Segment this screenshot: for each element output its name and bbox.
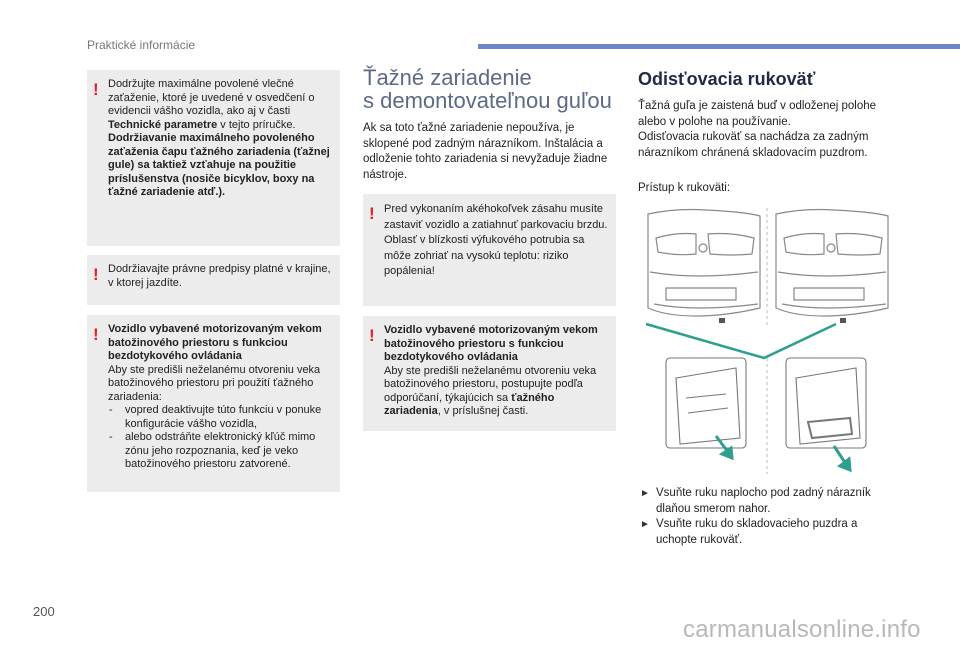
warning-box-legislation <box>87 255 340 305</box>
warning-icon: ! <box>369 326 375 345</box>
warning-icon: ! <box>93 80 99 99</box>
steps-list <box>638 486 900 548</box>
triangle-right-icon: ► <box>640 488 650 499</box>
warning-text: Pred vykonaním akéhokoľvek zásahu musíte zastaviť vozidlo a zatiahnuť parkovaciu brzdu. Oblasť v blízkosti výfukového potrubia sa môže zohriať na vysokú teplotu: riziko popálenia! <box>384 203 608 277</box>
page-number: 200 <box>33 604 55 619</box>
release-handle-illustration <box>636 208 898 474</box>
warning-icon: ! <box>93 265 99 284</box>
step-item: ► Vsuňte ruku do skladovacieho puzdra a uchopte rukoväť. <box>640 518 858 546</box>
warning-text: Aby ste predišli neželanému otvoreniu veka batožinového priestoru pri použití ťažného zariadenia: <box>108 363 321 403</box>
warning-box-parking <box>363 194 616 306</box>
header-bar <box>478 44 960 49</box>
section-title-line2: s demontovateľnou guľou <box>363 88 612 113</box>
access-label: Prístup k rukoväti: <box>638 182 731 194</box>
warning-heading: Vozidlo vybavené motorizovaným vekom batožinového priestoru s funkciou bezdotykového ovládania <box>384 324 598 363</box>
warning-list <box>108 404 334 472</box>
section-title <box>363 66 623 112</box>
header-label: Praktické informácie <box>87 38 196 52</box>
warning-text: Dodržujte maximálne povolené vlečné zaťaženie, ktoré je uvedené v osvedčení o evidencii vášho vozidla, ako aj v časti Technické parametre v tejto príručke. Dodržiavanie maximálneho povoleného zaťaženia čapu ťažného zariadenia (ťažnej gule) sa taktiež vzťahuje na použitie príslušenstva (nosiče bicyklov, boxy na ťažné zariadenie atď.). <box>108 78 330 198</box>
section-intro: Ak sa toto ťažné zariadenie nepoužíva, je sklopené pod zadným nárazníkom. Inštalácia a odloženie tohto zariadenia si nevyžaduje žiadne nástroje. <box>363 122 608 181</box>
list-item: - vopred deaktivujte túto funkciu v ponuke konfigurácie vášho vozidla, <box>108 404 334 431</box>
warning-box-hands-free-tailgate <box>87 315 340 492</box>
handle-title: Odisťovacia rukoväť <box>638 69 816 89</box>
step-item: ► Vsuňte ruku naplocho pod zadný nárazník dlaňou smerom nahor. <box>640 487 871 515</box>
warning-heading: Vozidlo vybavené motorizovaným vekom batožinového priestoru s funkciou bezdotykového ovládania <box>108 323 322 362</box>
warning-icon: ! <box>93 325 99 344</box>
section-title-line1: Ťažné zariadenie <box>363 65 532 90</box>
hand-detail-left <box>666 358 746 448</box>
triangle-right-icon: ► <box>640 519 650 530</box>
hand-detail-right <box>786 358 866 448</box>
watermark: carmanualsonline.info <box>683 616 921 643</box>
car-rear-left <box>648 210 760 317</box>
pointer-lines <box>646 324 836 358</box>
car-rear-right <box>776 210 888 317</box>
warning-text: Aby ste predišli neželanému otvoreniu veka batožinového priestoru, postupujte podľa odporúčaní, týkajúcich sa ťažného zariadenia, v príslušnej časti. <box>384 364 597 417</box>
warning-box-tailgate-towing <box>363 316 616 431</box>
tow-hitch-marks <box>719 318 846 323</box>
handle-description: Ťažná guľa je zaistená buď v odloženej polohe alebo v polohe na používanie. Odisťovacia rukoväť sa nachádza za zadným nárazníkom chránená skladovacím puzdrom. <box>638 100 877 159</box>
list-item: - alebo odstráňte elektronický kľúč mimo zónu jeho rozpoznania, keď je veko batožinového priestoru zatvorené. <box>108 431 334 472</box>
warning-text: Dodržiavajte právne predpisy platné v krajine, v ktorej jazdíte. <box>108 263 331 289</box>
warning-box-towing-load <box>87 70 340 246</box>
warning-icon: ! <box>369 204 375 223</box>
